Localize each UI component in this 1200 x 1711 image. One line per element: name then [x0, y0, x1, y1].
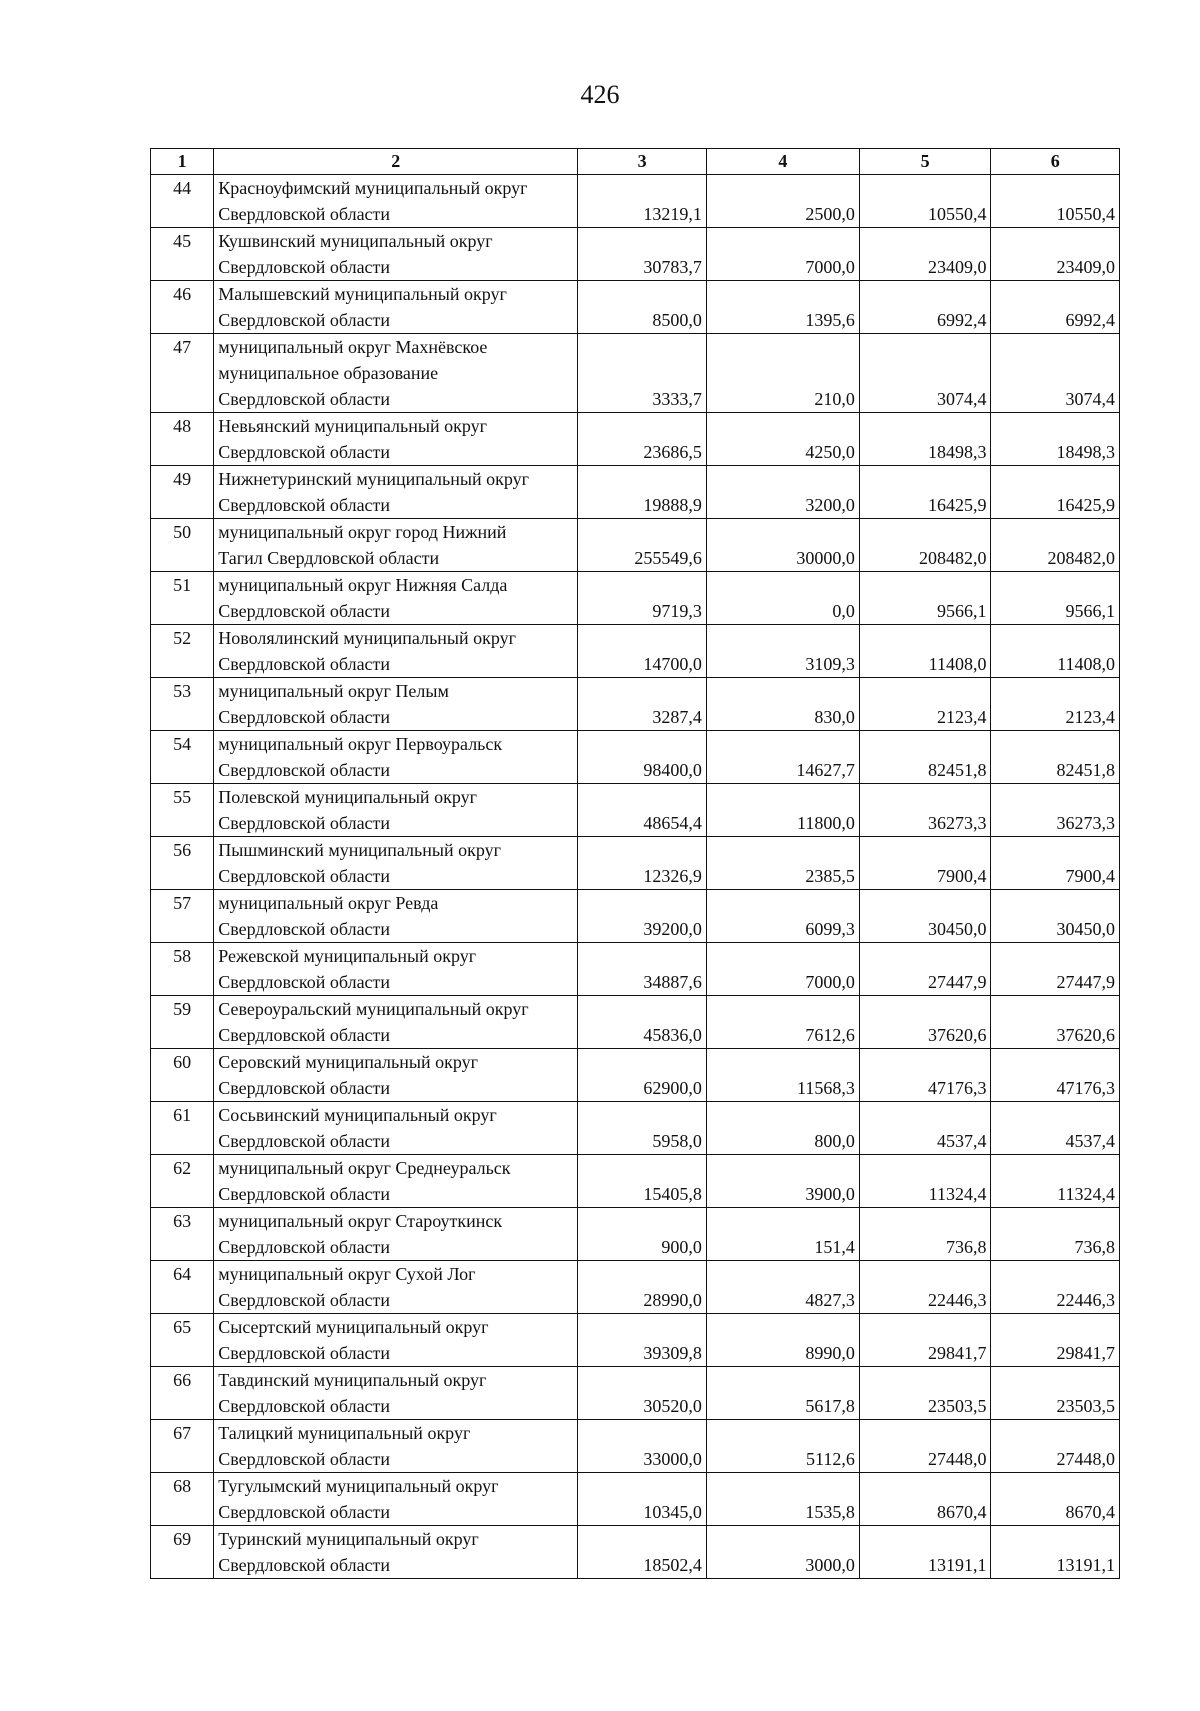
- row-number: 58: [151, 943, 214, 996]
- municipality-name: [214, 334, 578, 413]
- value-c6: 2123,4: [991, 678, 1120, 731]
- value-c6: 11408,0: [991, 625, 1120, 678]
- municipality-name-line: Пышминский муниципальный округ: [218, 840, 501, 860]
- row-number: 68: [151, 1473, 214, 1526]
- value-c3: 39309,8: [578, 1314, 707, 1367]
- row-number: 46: [151, 281, 214, 334]
- table-row: [151, 572, 1120, 625]
- municipality-name-line: муниципальный округ Среднеуральск: [218, 1158, 511, 1178]
- municipality-name: [214, 1367, 578, 1420]
- value-c4: 800,0: [706, 1102, 859, 1155]
- row-number: 60: [151, 1049, 214, 1102]
- municipality-name: [214, 837, 578, 890]
- value-c3: 12326,9: [578, 837, 707, 890]
- value-c6: 37620,6: [991, 996, 1120, 1049]
- municipality-name-line: Новолялинский муниципальный округ: [218, 628, 517, 648]
- value-c4: 1535,8: [706, 1473, 859, 1526]
- municipality-name-line: Свердловской области: [218, 204, 391, 224]
- value-c5: 2123,4: [859, 678, 991, 731]
- municipality-name-line: муниципальный округ Староуткинск: [218, 1211, 503, 1231]
- municipality-name-line: Сосьвинский муниципальный округ: [218, 1105, 497, 1125]
- header-row: [151, 149, 1120, 175]
- municipality-name-line: Свердловской области: [218, 1290, 391, 1310]
- value-c4: 7000,0: [706, 228, 859, 281]
- value-c6: 6992,4: [991, 281, 1120, 334]
- municipality-name-line: Тавдинский муниципальный округ: [218, 1370, 487, 1390]
- value-c6: 30450,0: [991, 890, 1120, 943]
- municipality-name-line: Свердловской области: [218, 1502, 391, 1522]
- row-number: 54: [151, 731, 214, 784]
- value-c6: 16425,9: [991, 466, 1120, 519]
- value-c6: 18498,3: [991, 413, 1120, 466]
- municipality-name: [214, 1420, 578, 1473]
- municipality-name: [214, 1526, 578, 1579]
- row-number: 53: [151, 678, 214, 731]
- table-row: [151, 175, 1120, 228]
- municipality-name-line: Серовский муниципальный округ: [218, 1052, 478, 1072]
- row-number: 57: [151, 890, 214, 943]
- value-c6: 208482,0: [991, 519, 1120, 572]
- municipality-name-line: Свердловской области: [218, 813, 391, 833]
- municipality-name-line: Красноуфимский муниципальный округ: [218, 178, 528, 198]
- value-c4: 6099,3: [706, 890, 859, 943]
- value-c3: 34887,6: [578, 943, 707, 996]
- municipality-name-line: Невьянский муниципальный округ: [218, 416, 487, 436]
- table-row: [151, 334, 1120, 413]
- municipality-name-line: Тагил Свердловской области: [218, 548, 440, 568]
- municipality-name-line: Малышевский муниципальный округ: [218, 284, 507, 304]
- value-c6: 27448,0: [991, 1420, 1120, 1473]
- municipality-name-line: Сысертский муниципальный округ: [218, 1317, 489, 1337]
- row-number: 65: [151, 1314, 214, 1367]
- value-c4: 830,0: [706, 678, 859, 731]
- value-c5: 10550,4: [859, 175, 991, 228]
- value-c3: 3333,7: [578, 334, 707, 413]
- row-number: 55: [151, 784, 214, 837]
- value-c6: 9566,1: [991, 572, 1120, 625]
- value-c4: 151,4: [706, 1208, 859, 1261]
- municipality-name-line: Тугулымский муниципальный округ: [218, 1476, 499, 1496]
- row-number: 49: [151, 466, 214, 519]
- value-c5: 22446,3: [859, 1261, 991, 1314]
- value-c5: 23503,5: [859, 1367, 991, 1420]
- municipality-name-line: Свердловской области: [218, 601, 391, 621]
- value-c3: 8500,0: [578, 281, 707, 334]
- row-number: 47: [151, 334, 214, 413]
- value-c5: 4537,4: [859, 1102, 991, 1155]
- value-c4: 8990,0: [706, 1314, 859, 1367]
- municipality-name-line: Свердловской области: [218, 707, 391, 727]
- row-number: 63: [151, 1208, 214, 1261]
- table-row: [151, 837, 1120, 890]
- municipality-name-line: Свердловской области: [218, 1025, 391, 1045]
- value-c3: 98400,0: [578, 731, 707, 784]
- municipality-name: [214, 175, 578, 228]
- value-c4: 3900,0: [706, 1155, 859, 1208]
- value-c3: 14700,0: [578, 625, 707, 678]
- table-row: [151, 466, 1120, 519]
- row-number: 62: [151, 1155, 214, 1208]
- value-c6: 27447,9: [991, 943, 1120, 996]
- value-c5: 36273,3: [859, 784, 991, 837]
- value-c6: 8670,4: [991, 1473, 1120, 1526]
- value-c3: 3287,4: [578, 678, 707, 731]
- row-number: 67: [151, 1420, 214, 1473]
- value-c3: 30783,7: [578, 228, 707, 281]
- table-row: [151, 890, 1120, 943]
- table-row: [151, 281, 1120, 334]
- value-c3: 15405,8: [578, 1155, 707, 1208]
- municipality-name: [214, 572, 578, 625]
- row-number: 44: [151, 175, 214, 228]
- value-c5: 27448,0: [859, 1420, 991, 1473]
- value-c5: 29841,7: [859, 1314, 991, 1367]
- value-c3: 30520,0: [578, 1367, 707, 1420]
- page-number: 426: [580, 80, 620, 109]
- row-number: 52: [151, 625, 214, 678]
- value-c6: 736,8: [991, 1208, 1120, 1261]
- value-c6: 11324,4: [991, 1155, 1120, 1208]
- municipality-name-line: Свердловской области: [218, 1078, 391, 1098]
- value-c5: 30450,0: [859, 890, 991, 943]
- value-c3: 10345,0: [578, 1473, 707, 1526]
- value-c6: 10550,4: [991, 175, 1120, 228]
- value-c4: 4250,0: [706, 413, 859, 466]
- value-c4: 14627,7: [706, 731, 859, 784]
- municipality-name-line: Свердловской области: [218, 654, 391, 674]
- value-c3: 33000,0: [578, 1420, 707, 1473]
- municipality-name-line: Североуральский муниципальный округ: [218, 999, 529, 1019]
- value-c5: 82451,8: [859, 731, 991, 784]
- column-header: 1: [151, 149, 214, 175]
- value-c4: 3000,0: [706, 1526, 859, 1579]
- municipality-name: [214, 1208, 578, 1261]
- value-c4: 2385,5: [706, 837, 859, 890]
- municipality-name-line: муниципальный округ Ревда: [218, 893, 439, 913]
- municipality-name: [214, 784, 578, 837]
- value-c6: 23503,5: [991, 1367, 1120, 1420]
- municipality-name-line: Свердловской области: [218, 389, 391, 409]
- municipality-name: [214, 943, 578, 996]
- row-number: 45: [151, 228, 214, 281]
- value-c6: 13191,1: [991, 1526, 1120, 1579]
- row-number: 50: [151, 519, 214, 572]
- value-c3: 45836,0: [578, 996, 707, 1049]
- municipality-name: [214, 1473, 578, 1526]
- value-c4: 7612,6: [706, 996, 859, 1049]
- value-c5: 37620,6: [859, 996, 991, 1049]
- municipality-name: [214, 625, 578, 678]
- value-c4: 11800,0: [706, 784, 859, 837]
- table-row: [151, 1155, 1120, 1208]
- value-c3: 900,0: [578, 1208, 707, 1261]
- municipality-name: [214, 519, 578, 572]
- row-number: 51: [151, 572, 214, 625]
- municipality-name-line: Нижнетуринский муниципальный округ: [218, 469, 529, 489]
- value-c5: 8670,4: [859, 1473, 991, 1526]
- value-c4: 7000,0: [706, 943, 859, 996]
- municipality-name-line: Свердловской области: [218, 972, 391, 992]
- table-row: [151, 1102, 1120, 1155]
- municipality-name-line: Свердловской области: [218, 495, 391, 515]
- value-c3: 13219,1: [578, 175, 707, 228]
- table-row: [151, 519, 1120, 572]
- row-number: 48: [151, 413, 214, 466]
- municipality-name: [214, 996, 578, 1049]
- value-c4: 210,0: [706, 334, 859, 413]
- municipality-name: [214, 1314, 578, 1367]
- value-c5: 18498,3: [859, 413, 991, 466]
- municipality-name-line: муниципальный округ Махнёвское: [218, 337, 488, 357]
- municipality-name-line: Свердловской области: [218, 257, 391, 277]
- value-c4: 2500,0: [706, 175, 859, 228]
- table-row: [151, 943, 1120, 996]
- value-c5: 16425,9: [859, 466, 991, 519]
- table-row: [151, 1049, 1120, 1102]
- table-row: [151, 625, 1120, 678]
- value-c6: 82451,8: [991, 731, 1120, 784]
- municipality-name: [214, 678, 578, 731]
- value-c5: 23409,0: [859, 228, 991, 281]
- table-row: [151, 413, 1120, 466]
- value-c4: 30000,0: [706, 519, 859, 572]
- municipality-name-line: муниципальный округ Нижняя Салда: [218, 575, 508, 595]
- value-c4: 1395,6: [706, 281, 859, 334]
- value-c5: 208482,0: [859, 519, 991, 572]
- value-c3: 28990,0: [578, 1261, 707, 1314]
- table-row: [151, 1473, 1120, 1526]
- value-c5: 27447,9: [859, 943, 991, 996]
- value-c4: 11568,3: [706, 1049, 859, 1102]
- municipality-name-line: Свердловской области: [218, 310, 391, 330]
- value-c5: 13191,1: [859, 1526, 991, 1579]
- municipality-name-line: Режевской муниципальный округ: [218, 946, 477, 966]
- table-row: [151, 784, 1120, 837]
- value-c5: 3074,4: [859, 334, 991, 413]
- value-c5: 7900,4: [859, 837, 991, 890]
- municipality-name: [214, 281, 578, 334]
- value-c4: 3109,3: [706, 625, 859, 678]
- municipality-name-line: Свердловской области: [218, 866, 391, 886]
- value-c4: 0,0: [706, 572, 859, 625]
- table-row: [151, 1526, 1120, 1579]
- municipality-name-line: Полевской муниципальный округ: [218, 787, 477, 807]
- value-c6: 3074,4: [991, 334, 1120, 413]
- municipality-name-line: Свердловской области: [218, 1555, 391, 1575]
- table-body: [151, 175, 1120, 1579]
- value-c6: 22446,3: [991, 1261, 1120, 1314]
- municipality-name-line: муниципальный округ Сухой Лог: [218, 1264, 476, 1284]
- value-c6: 36273,3: [991, 784, 1120, 837]
- column-header: 4: [706, 149, 859, 175]
- municipality-name: [214, 731, 578, 784]
- table-row: [151, 1420, 1120, 1473]
- value-c6: 23409,0: [991, 228, 1120, 281]
- municipality-name: [214, 228, 578, 281]
- municipality-name-line: муниципальный округ город Нижний: [218, 522, 507, 542]
- value-c5: 47176,3: [859, 1049, 991, 1102]
- municipality-name: [214, 890, 578, 943]
- column-header: 2: [214, 149, 578, 175]
- value-c6: 47176,3: [991, 1049, 1120, 1102]
- municipality-name-line: Свердловской области: [218, 760, 391, 780]
- value-c5: 736,8: [859, 1208, 991, 1261]
- value-c4: 5617,8: [706, 1367, 859, 1420]
- row-number: 64: [151, 1261, 214, 1314]
- row-number: 59: [151, 996, 214, 1049]
- table-row: [151, 678, 1120, 731]
- column-header: 5: [859, 149, 991, 175]
- value-c4: 5112,6: [706, 1420, 859, 1473]
- data-table: [150, 148, 1120, 1579]
- municipality-name-line: Туринский муниципальный округ: [218, 1529, 479, 1549]
- municipality-name: [214, 1261, 578, 1314]
- value-c6: 29841,7: [991, 1314, 1120, 1367]
- value-c3: 9719,3: [578, 572, 707, 625]
- value-c3: 18502,4: [578, 1526, 707, 1579]
- municipality-name-line: муниципальный округ Первоуральск: [218, 734, 503, 754]
- municipality-name: [214, 1102, 578, 1155]
- municipality-name-line: муниципальное образование: [218, 363, 439, 383]
- value-c5: 11408,0: [859, 625, 991, 678]
- municipality-name-line: Свердловской области: [218, 919, 391, 939]
- value-c3: 48654,4: [578, 784, 707, 837]
- value-c5: 6992,4: [859, 281, 991, 334]
- municipality-name: [214, 1155, 578, 1208]
- value-c5: 9566,1: [859, 572, 991, 625]
- table-row: [151, 228, 1120, 281]
- municipality-name: [214, 466, 578, 519]
- table-row: [151, 1314, 1120, 1367]
- municipality-name: [214, 413, 578, 466]
- value-c5: 11324,4: [859, 1155, 991, 1208]
- table-row: [151, 1261, 1120, 1314]
- municipality-name-line: Свердловской области: [218, 1184, 391, 1204]
- table-row: [151, 1208, 1120, 1261]
- municipality-name-line: Свердловской области: [218, 1237, 391, 1257]
- municipality-name-line: Свердловской области: [218, 1449, 391, 1469]
- value-c3: 19888,9: [578, 466, 707, 519]
- value-c3: 39200,0: [578, 890, 707, 943]
- value-c6: 7900,4: [991, 837, 1120, 890]
- value-c6: 4537,4: [991, 1102, 1120, 1155]
- municipality-name-line: Талицкий муниципальный округ: [218, 1423, 471, 1443]
- table-row: [151, 1367, 1120, 1420]
- value-c3: 255549,6: [578, 519, 707, 572]
- municipality-name-line: Кушвинский муниципальный округ: [218, 231, 493, 251]
- value-c3: 5958,0: [578, 1102, 707, 1155]
- municipality-name-line: Свердловской области: [218, 1131, 391, 1151]
- value-c4: 3200,0: [706, 466, 859, 519]
- municipality-name-line: Свердловской области: [218, 1343, 391, 1363]
- municipality-name-line: Свердловской области: [218, 1396, 391, 1416]
- value-c3: 62900,0: [578, 1049, 707, 1102]
- column-header: 3: [578, 149, 707, 175]
- municipality-name-line: муниципальный округ Пелым: [218, 681, 449, 701]
- row-number: 61: [151, 1102, 214, 1155]
- column-header: 6: [991, 149, 1120, 175]
- value-c4: 4827,3: [706, 1261, 859, 1314]
- row-number: 56: [151, 837, 214, 890]
- municipality-name: [214, 1049, 578, 1102]
- table-row: [151, 731, 1120, 784]
- value-c3: 23686,5: [578, 413, 707, 466]
- row-number: 66: [151, 1367, 214, 1420]
- municipality-name-line: Свердловской области: [218, 442, 391, 462]
- table-row: [151, 996, 1120, 1049]
- row-number: 69: [151, 1526, 214, 1579]
